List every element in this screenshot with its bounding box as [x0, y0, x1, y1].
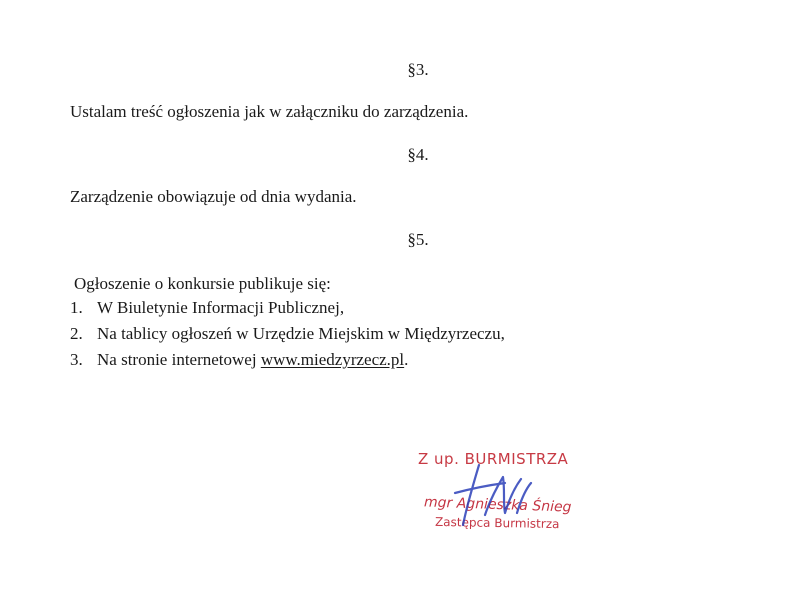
list-text-end: .	[404, 350, 409, 369]
website-link[interactable]: www.miedzyrzecz.pl	[260, 350, 405, 369]
list-item	[70, 324, 505, 344]
paragraph-3: Ustalam treść ogłoszenia jak w załączniku do zarządzenia.	[70, 102, 469, 121]
list-item	[70, 350, 408, 370]
list-number: 3.	[70, 350, 83, 369]
list-text: Na stronie internetowej	[97, 350, 261, 369]
list-text: Na tablicy ogłoszeń w Urzędzie Miejskim w Międzyrzeczu,	[97, 324, 505, 343]
section-heading-5: §5.	[407, 230, 429, 249]
list-item	[70, 298, 344, 318]
paragraph-5-intro: Ogłoszenie o konkursie publikuje się:	[74, 274, 331, 293]
stamp-title: Z up. BURMISTRZA	[418, 450, 569, 468]
paragraph-4: Zarządzenie obowiązuje od dnia wydania.	[70, 187, 357, 206]
official-stamp	[410, 440, 600, 550]
list-text: W Biuletynie Informacji Publicznej,	[97, 298, 345, 317]
section-heading-4: §4.	[407, 145, 429, 164]
list-number: 1.	[70, 298, 83, 317]
stamp-role: Zastępca Burmistrza	[434, 514, 560, 532]
stamp-name: mgr Agnieszka Śnieg	[423, 494, 572, 516]
list-number: 2.	[70, 324, 83, 343]
section-heading-3: §3.	[407, 60, 429, 79]
